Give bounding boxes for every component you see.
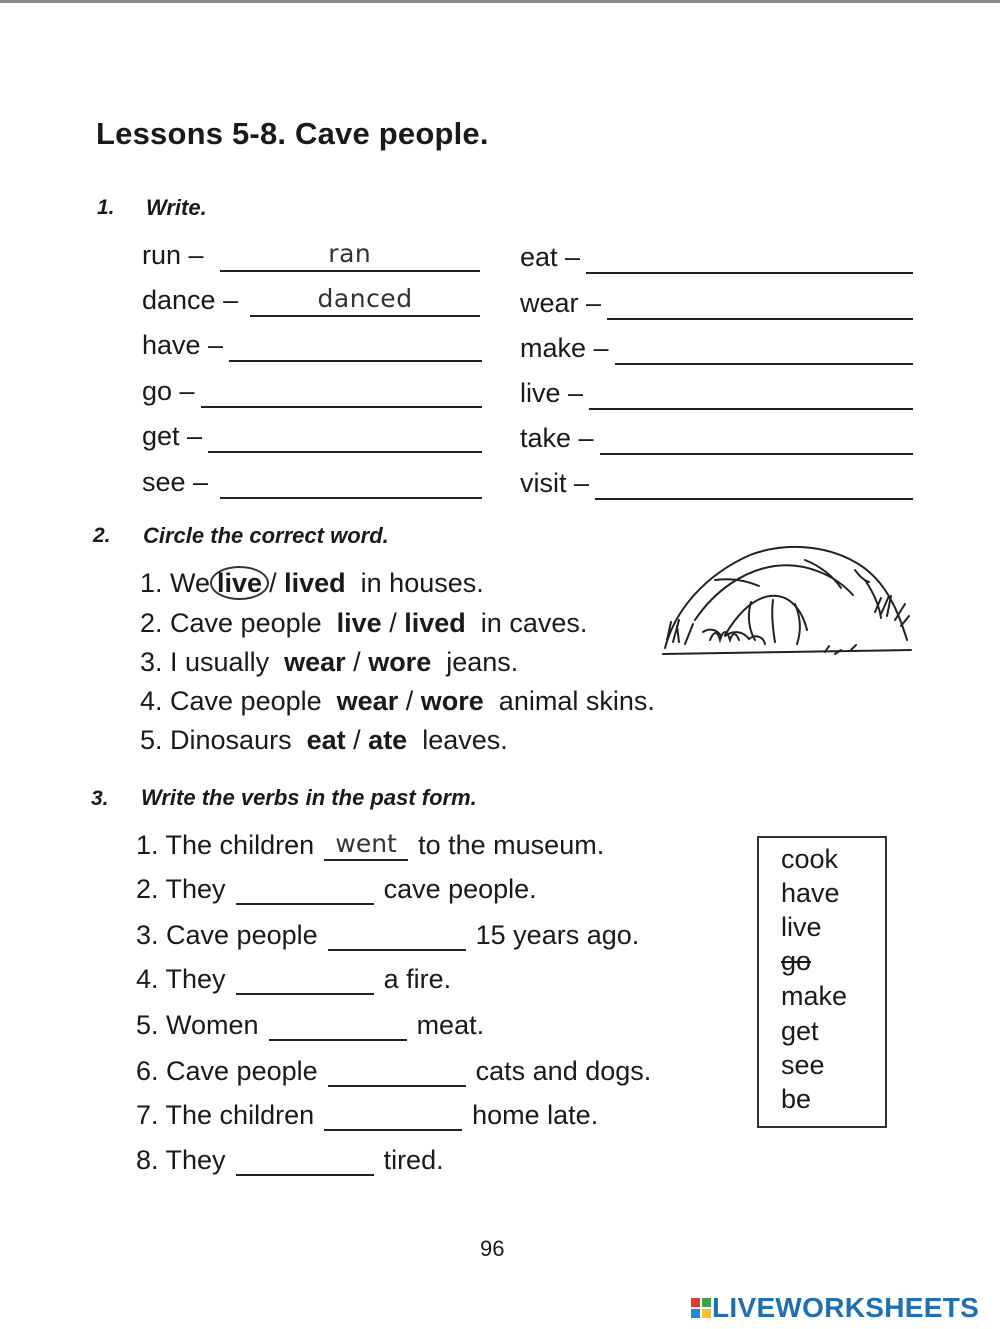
sentence-start: 4. Cave people	[140, 686, 322, 716]
write-row-live	[520, 370, 913, 410]
answer-blank[interactable]	[269, 1013, 407, 1041]
write-row-visit	[520, 460, 913, 500]
write-blank[interactable]	[201, 376, 482, 408]
write-verb: eat –	[520, 242, 581, 272]
watermark-text: LIVEWORKSHEETS	[712, 1292, 980, 1323]
section-2-number: 2.	[93, 524, 111, 547]
write-blank[interactable]	[595, 468, 913, 500]
liveworksheets-logo-icon	[690, 1297, 712, 1319]
write-row-take	[520, 415, 913, 455]
sentence-start: 8. They	[136, 1145, 226, 1175]
section-3-number: 3.	[91, 787, 109, 810]
option-separator: /	[405, 686, 414, 716]
circle-item-5	[140, 725, 508, 756]
sentence-start: 1. The children	[136, 830, 315, 860]
write-verb: make –	[520, 333, 609, 363]
sentence-start: 7. The children	[136, 1100, 315, 1130]
handwritten-answer: ran	[328, 239, 372, 268]
sentence-start: 5. Dinosaurs	[140, 725, 292, 755]
sentence-end: in houses.	[360, 568, 484, 598]
sentence-start: 3. Cave people	[136, 920, 318, 950]
word-box-item: have	[781, 878, 840, 908]
option-a[interactable]: live	[336, 608, 382, 638]
section-1-number: 1.	[97, 196, 115, 219]
sentence-start: 3. I usually	[140, 647, 270, 677]
sentence-end: tired.	[383, 1145, 444, 1175]
write-blank[interactable]	[220, 467, 482, 499]
answer-blank[interactable]	[236, 967, 374, 995]
write-verb: wear –	[520, 288, 602, 318]
write-blank[interactable]	[208, 421, 482, 453]
option-b[interactable]: ate	[368, 725, 408, 755]
handwritten-answer: went	[335, 829, 397, 858]
option-separator: /	[389, 608, 397, 638]
write-verb: go –	[142, 376, 195, 406]
write-verb: see –	[142, 467, 209, 497]
sentence-end: 15 years ago.	[475, 920, 640, 950]
section-3-title: Write the verbs in the past form.	[141, 785, 477, 810]
write-row-make	[520, 325, 913, 365]
write-verb: dance –	[142, 285, 239, 315]
write-verb: take –	[520, 423, 594, 453]
write-row-see	[142, 459, 482, 499]
sentence-end: leaves.	[422, 725, 508, 755]
past-item-4	[136, 964, 451, 995]
option-a[interactable]: wear	[336, 686, 399, 716]
option-b[interactable]: lived	[404, 608, 466, 638]
word-box-item: cook	[781, 844, 839, 874]
circle-item-2	[140, 608, 587, 639]
word-box-item: see	[781, 1050, 825, 1080]
answer-blank[interactable]	[236, 877, 374, 905]
option-separator: /	[353, 647, 361, 677]
cave-illustration	[655, 540, 917, 664]
write-blank[interactable]	[229, 330, 482, 362]
option-a-circled[interactable]: live	[210, 566, 269, 600]
sentence-end: cats and dogs.	[475, 1056, 652, 1086]
write-blank[interactable]	[607, 288, 913, 320]
sentence-start: 2. Cave people	[140, 608, 322, 638]
write-blank[interactable]	[586, 242, 913, 274]
sentence-end: animal skins.	[498, 686, 655, 716]
sentence-start: 2. They	[136, 874, 226, 904]
past-item-8	[136, 1145, 444, 1176]
option-separator: /	[353, 725, 361, 755]
write-row-eat	[520, 234, 913, 274]
write-blank[interactable]	[615, 333, 913, 365]
word-box	[757, 836, 887, 1128]
sentence-start: 4. They	[136, 964, 226, 994]
sentence-start: 1. We	[140, 568, 211, 598]
past-item-5	[136, 1010, 484, 1041]
circle-item-1	[140, 568, 484, 599]
word-box-item: make	[781, 981, 848, 1011]
sentence-start: 5. Women	[136, 1010, 259, 1040]
sentence-end: a fire.	[383, 964, 452, 994]
sentence-start: 6. Cave people	[136, 1056, 318, 1086]
liveworksheets-watermark	[690, 1292, 979, 1324]
write-blank[interactable]	[589, 378, 913, 410]
write-verb: have –	[142, 330, 224, 360]
write-row-get	[142, 413, 482, 453]
write-blank[interactable]	[250, 285, 480, 317]
word-box-item: get	[781, 1016, 819, 1046]
write-row-dance	[142, 277, 480, 317]
write-row-wear	[520, 280, 913, 320]
page-number: 96	[480, 1236, 505, 1261]
past-item-6	[136, 1056, 651, 1087]
write-verb: live –	[520, 378, 584, 408]
past-item-2	[136, 874, 537, 905]
word-box-item: live	[781, 912, 822, 942]
section-1-title: Write.	[146, 195, 207, 220]
write-row-have	[142, 322, 482, 362]
write-blank[interactable]	[600, 423, 913, 455]
word-box-item-struck: go	[781, 946, 812, 976]
past-item-3	[136, 920, 639, 951]
answer-blank[interactable]	[324, 1103, 462, 1131]
sentence-end: meat.	[416, 1010, 485, 1040]
write-verb: get –	[142, 421, 203, 451]
option-b[interactable]: lived	[284, 568, 346, 598]
answer-blank[interactable]	[328, 1059, 466, 1087]
sentence-end: home late.	[472, 1100, 599, 1130]
write-row-run	[142, 232, 480, 272]
option-separator: /	[269, 568, 277, 598]
word-box-item: be	[781, 1084, 812, 1114]
option-b[interactable]: wore	[368, 647, 432, 677]
write-verb: run –	[142, 240, 204, 270]
sentence-end: in caves.	[480, 608, 588, 638]
write-verb: visit –	[520, 468, 590, 498]
circle-item-3	[140, 647, 518, 678]
write-row-go	[142, 368, 482, 408]
write-blank[interactable]	[220, 240, 480, 272]
page-title: Lessons 5-8. Cave people.	[96, 116, 489, 151]
section-2-title: Circle the correct word.	[143, 523, 389, 548]
answer-blank[interactable]	[324, 829, 408, 861]
sentence-end: cave people.	[383, 874, 537, 904]
answer-blank[interactable]	[328, 923, 466, 951]
scan-top-edge	[0, 0, 1000, 3]
past-item-7	[136, 1100, 598, 1131]
option-a[interactable]: wear	[284, 647, 346, 677]
circle-item-4	[140, 686, 655, 717]
sentence-end: to the museum.	[418, 830, 605, 860]
option-a[interactable]: eat	[306, 725, 346, 755]
sentence-end: jeans.	[446, 647, 519, 677]
answer-blank[interactable]	[236, 1148, 374, 1176]
past-item-1	[136, 830, 604, 861]
handwritten-answer: danced	[317, 284, 413, 313]
option-b[interactable]: wore	[420, 686, 484, 716]
